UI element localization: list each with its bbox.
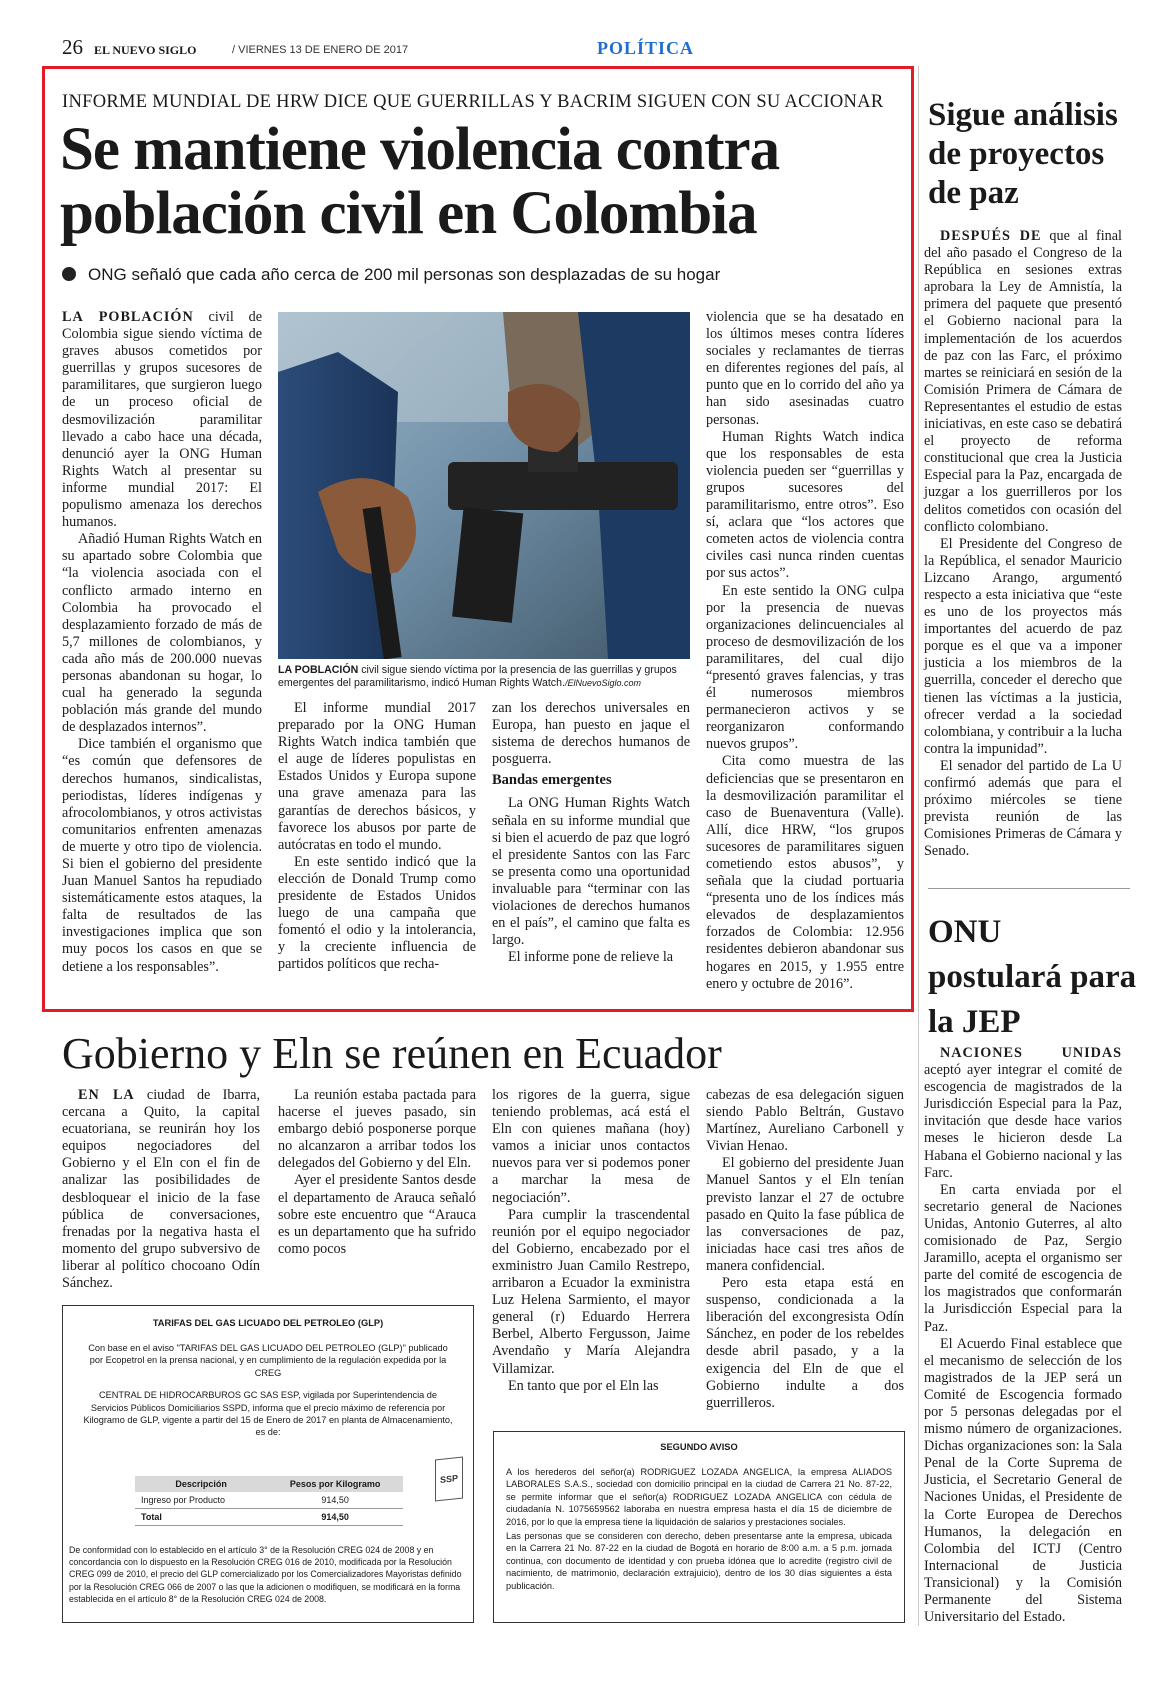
notice-segundo-aviso (493, 1431, 905, 1623)
paragraph: cabezas de esa delegación siguen siendo Pablo Beltrán, Gustavo Martínez, Aureliano Carbonell y Vivian Henao. (706, 1087, 904, 1155)
sidebar-article-2 (924, 1045, 1122, 1626)
article-column-3 (492, 700, 690, 966)
price-table (135, 1476, 403, 1526)
lead-in: DESPUÉS DE (940, 228, 1042, 244)
article-column-4 (706, 1087, 904, 1412)
notice-title: SEGUNDO AVISO (660, 1442, 738, 1452)
article-column-2 (278, 700, 476, 974)
paragraph: En tanto que por el Eln las (508, 1377, 659, 1394)
paragraph: Human Rights Watch indica que los responsables de esta violencia pueden ser “guerrillas y grupos sucesores del paramilitarismo, entre otros”. Eso sí, aclara que “los actores que cometen actos de violencia contra civiles casi nunca rinden cuentas por sus actos”. (706, 428, 904, 582)
column-divider (918, 66, 919, 1626)
paragraph: aceptó ayer integrar el comité de escogencia de magistrados de la Jurisdicción Especial para la Paz, invitación que desde hace varios meses le hicieron desde La Habana el Gobierno nacional y las Farc. (924, 1062, 1122, 1181)
paragraph: zan los derechos universales en Europa, han puesto en jaque el sistema de derechos humanos de posguerra. (492, 700, 690, 768)
paper-name: EL NUEVO SIGLO (94, 43, 197, 57)
paragraph: Cita como muestra de las deficiencias que se presentaron en la desmovilización paramilitar el caso de Buenaventura (Valle). Allí, dice HRW, “los grupos sucesores de paramilitares siguen cometiendo estos abusos”, y señala que la ciudad portuaria “presenta uno de los índices más elevados de desplazamientos forzados de Colombia: 12.956 residentes debieron abandonar sus hogares en 2015, y 1.955 entre enero y octubre de 2016”. (706, 753, 904, 992)
notice-footer: De conformidad con lo establecido en el artículo 3° de la Resolución CREG 024 de 2008 y en concordancia con lo dispuesto en la Resolución CREG 016 de 2010, modificada por la Resolución CREG 099 de 2010, el precio del GLP comercializado por los Comercializadores Mayoristas definido por la Resolución CREG 066 de 2007 o las que la adicionen o modifiquen, se modificará en la forma establecida en el artículo 8° de la Resolución CREG 024 de 2008. (69, 1545, 462, 1604)
caption-text: civil sigue siendo víctima por la presencia de las guerrillas y grupos emergentes del paramilitarismo, indicó Human Rights Watch. (278, 664, 677, 689)
notice-paragraph: A los herederos del señor(a) RODRIGUEZ LOZADA ANGELICA, la empresa ALIADOS LABORALES S.A.S., sociedad con domicilio principal en la ciudad de Carrera 21 No. 87-22, se permite informar que el señor(a) RODRIGUEZ LOZADA ANGELICA con cédula de ciudadanía N. 1075659562 laboraba en nuestra empresa hasta el día 15 de diciembre de 2016, por lo que la empresa tiene la liquidación de salarios y prestaciones sociales. (506, 1467, 892, 1527)
column-header: Descripción (135, 1476, 267, 1492)
issue-date: / VIERNES 13 DE ENERO DE 2017 (232, 44, 409, 56)
page-header (62, 35, 1122, 62)
paragraph: ciudad de Ibarra, cercana a Quito, la capital ecuatoriana, se reunirán hoy los equipos negociadores del Gobierno y el Eln con el fin de analizar las posibilidades de desbloquear el inicio de la fase pública de conversaciones, frenadas por la negativa hasta el momento del grupo subversivo de liberar al político chocoano Odín Sánchez. (62, 1087, 260, 1292)
section-label: POLÍTICA (597, 38, 695, 58)
table-row (135, 1492, 403, 1509)
soldier-rifle-photo (278, 312, 690, 659)
paragraph: Pero esta etapa está en suspenso, condicionada a la liberación del excongresista Odín Sánchez, en poder de los rebeldes desde abril pasado, y a la exigencia del Eln de que el Gobierno indulte a dos guerrilleros. (706, 1275, 904, 1411)
subheading: Bandas emergentes (492, 772, 612, 789)
paragraph: los rigores de la guerra, sigue teniendo problemas, acá está el Eln con quienes mañana (hoy) vamos a iniciar unos contactos nuevos para ver si podemos poner a marchar la mesa de negociación”. (492, 1087, 690, 1206)
table-row (135, 1509, 403, 1526)
notice-intro: Con base en el aviso "TARIFAS DEL GAS LICUADO DEL PETROLEO (GLP)" publicado por Ecopetrol en la prensa nacional, y en cumplimiento de la regulación expedida por la CREG (88, 1343, 448, 1378)
article-column-2 (278, 1087, 476, 1258)
article-column-1 (62, 1087, 260, 1292)
notice-glp-tariffs (62, 1305, 474, 1623)
page-number: 26 (62, 35, 83, 59)
sidebar-headline: ONU postulará para la JEP (928, 914, 1137, 1040)
lead-in: LA POBLACIÓN (62, 309, 194, 325)
paragraph: Para cumplir la trascendental reunión por el equipo negociador del Gobierno, encabezado por el exministro Juan Camilo Restrepo, arribaron a Ecuador la exministra Luz Helena Sarmiento, el mayor general (r) Eduardo Herrera Berbel, Alberto Fergusson, Jaime Avendaño y María Alejandra Villamizar. (492, 1206, 690, 1377)
paragraph: El Acuerdo Final establece que el mecanismo de selección de los magistrados de la JEP será un Comité de Escogencia formado por 5 personas delegadas por el mismo número de organizaciones. Dichas organizaciones son: la Sala Penal de la Corte Suprema de Justicia, el Secretario General de Naciones Unidas, el Presidente de la Corte Europea de Derechos Humanos, la delegación en Colombia del ICTJ (Centro Internacional de Justicia Transicional) y la Comisión Permanente del Sistema Universitario del Estado. (924, 1335, 1122, 1626)
paragraph: Dice también el organismo que “es común que defensores de derechos humanos, sindicalistas, periodistas, líderes indígenas y afrocolombianos, y otros activistas comunitarios enfrenten amenazas de muerte y otro tipo de violencia. Si bien el gobierno del presidente Juan Manuel Santos ha repudiado sistemáticamente estos ataques, la falta de resultados de las investigaciones implica que son muy pocos los casos en que se detiene a los responsables”. (62, 736, 262, 975)
sspd-seal-icon: SSP (435, 1457, 463, 1502)
notice-company-text: CENTRAL DE HIDROCARBUROS GC SAS ESP, vigilada por Superintendencia de Servicios Públicos Domiciliarios SSPD, informa que el precio máximo de referencia por Kilogramo de GLP, vigente a partir del 15 de Enero de 2017 en planta de Almacenamiento, es de: (83, 1390, 453, 1438)
paragraph: El Presidente del Congreso de la República, el senador Mauricio Lizcano Arango, argumentó respecto a esta iniciativa que “este es uno de los proyectos más importantes del acuerdo de paz porque es el que va a imponer justicia a los miembros de la guerrilla, conceder el derecho que tienen las víctimas a la justicia, ofrecer verdad a la sociedad colombiana, y contribuir a la lucha contra la impunidad”. (924, 535, 1122, 757)
notice-title: TARIFAS DEL GAS LICUADO DEL PETROLEO (GLP) (152, 1318, 384, 1328)
notice-paragraph: Las personas que se consideren con derecho, deben presentarse ante la empresa, ubicada en la Carrera 21 No. 87-22 en la ciudad de Bogotá en horario de 8:00 a.m. a 5 p.m. jornada continua, con documento de identidad y con prueba idónea que lo acredite (registro civil de nacimiento, de matrimonio, declaración extrajuicio), dentro de los 30 días siguientes a ésta publicación. (506, 1531, 892, 1591)
table-cell: 914,50 (267, 1492, 403, 1509)
table-header-row (135, 1476, 403, 1492)
sidebar-headline: Sigue análisis de proyectos de paz (928, 97, 1118, 211)
paragraph: que al final del año pasado el Congreso de la República en sesiones extras aprobara la Ley de Amnistía, la primera del paquete que presentó el Gobierno nacional para la implementación de los acuerdos de paz con las Farc, el próximo martes se reiniciará en sesión de la Comisión Primera de Cámara de Representantes el estudio de estas iniciativas, en este caso se debatirá el proyecto de reforma constitucional que crea la Justicia Especial para la Paz, encargada de juzgar a los guerrilleros por los delitos cometidos con ocasión del conflicto colombiano. (924, 228, 1122, 535)
article-headline: Se mantiene violencia contra población civil en Colombia (60, 116, 780, 247)
paragraph: En este sentido la ONG culpa por la presencia de nuevas organizaciones delincuenciales al proceso de desmovilización de los paramilitares, del cual dijo “presentó graves falencias, y tras él numerosos miembros permanecieron activos y se reorganizaron conformando nuevos grupos”. (706, 582, 904, 753)
bullet-icon (62, 267, 76, 281)
paragraph: El gobierno del presidente Juan Manuel Santos y el Eln tenían previsto lanzar el 27 de octubre pasado en Quito la fase pública de las conversaciones de paz, iniciadas hace casi tres años de manera confidencial. (706, 1155, 904, 1274)
column-header: Pesos por Kilogramo (267, 1476, 403, 1492)
paragraph: Ayer el presidente Santos desde el departamento de Arauca señaló sobre este encuentro que “Arauca es un departamento que ha sufrido como pocos (278, 1172, 476, 1257)
lead-in: EN LA (78, 1087, 135, 1103)
paragraph: La reunión estaba pactada para hacerse el jueves pasado, sin embargo debió posponerse porque no alcanzaron a arribar todos los delegados del Gobierno y del Eln. (278, 1087, 476, 1172)
lead-in: NACIONES UNIDAS (940, 1045, 1122, 1061)
table-cell: Total (135, 1509, 267, 1526)
paragraph: Añadió Human Rights Watch en su apartado sobre Colombia que “la violencia asociada con el conflicto armado interno en Colombia ha provocado el desplazamiento forzado de más de 5,7 millones de colombianos, y cada año más de 200.000 nuevas personas abandonan su hogar, lo cual ha generado la segunda población más grande del mundo de desplazados internos”. (62, 531, 262, 736)
paragraph: El informe pone de relieve la (508, 949, 674, 966)
caption-lead: LA POBLACIÓN (278, 664, 359, 676)
paragraph: civil de Colombia sigue siendo víctima de graves abusos cometidos por guerrillas y grupos sucesores de paramilitares, que surgieron luego de un proceso oficial de desmovilización paramilitar llevado a cabo hace una década, denunció ayer la ONG Human Rights Watch al presentar su informe mundial 2017: El populismo amenaza los derechos humanos. (62, 309, 262, 531)
table-cell: Ingreso por Producto (135, 1492, 267, 1509)
divider (928, 888, 1130, 889)
deck-text: ONG señaló que cada año cerca de 200 mil personas son desplazadas de su hogar (88, 265, 721, 284)
table-cell: 914,50 (267, 1509, 403, 1526)
article-column-4 (706, 309, 904, 993)
article-kicker: INFORME MUNDIAL DE HRW DICE QUE GUERRILLAS Y BACRIM SIGUEN CON SU ACCIONAR (62, 92, 884, 112)
article-column-1 (62, 309, 262, 976)
paragraph: La ONG Human Rights Watch señala en su informe mundial que si bien el acuerdo de paz que logró el presidente Santos con las Farc se presenta como una oportunidad invaluable para “terminar con las violaciones de derechos humanos en el país”, el camino que falta es largo. (492, 795, 690, 949)
paragraph: En carta enviada por el secretario general de Naciones Unidas, Antonio Guterres, al alto comisionado de Paz, Sergio Jaramillo, acepta el organismo ser parte del comité de escogencia de los magistrados que conformarán la Jurisdicción Especial para la Paz. (924, 1181, 1122, 1335)
paragraph: violencia que se ha desatado en los últimos meses contra líderes sociales y reclamantes de tierras en diferentes regiones del país, al punto que en lo corrido del año ya han sido asesinadas cuatro personas. (706, 309, 904, 428)
article-photo (278, 312, 690, 659)
sidebar-article-1 (924, 228, 1122, 860)
paragraph: En este sentido indicó que la elección de Donald Trump como presidente de Estados Unidos luego de una campaña que fomentó el odio y la intolerancia, y la creciente influencia de partidos políticos que recha- (278, 853, 476, 973)
photo-credit: /ElNuevoSiglo.com (564, 678, 641, 688)
article-headline: Gobierno y Eln se reúnen en Ecuador (62, 1029, 722, 1078)
article-deck (62, 265, 902, 285)
article-column-3 (492, 1087, 690, 1395)
photo-caption (278, 664, 690, 690)
paragraph: El senador del partido de La U confirmó además que para el próximo miércoles se tiene prevista reunión de las Comisiones Primeras de Cámara y Senado. (924, 757, 1122, 860)
paragraph: El informe mundial 2017 preparado por la ONG Human Rights Watch indica también que el auge de líderes populistas en Estados Unidos y Europa supone una grave amenaza para las garantías de derechos básicos, y favorece los abusos por parte de autócratas en todo el mundo. (278, 700, 476, 853)
